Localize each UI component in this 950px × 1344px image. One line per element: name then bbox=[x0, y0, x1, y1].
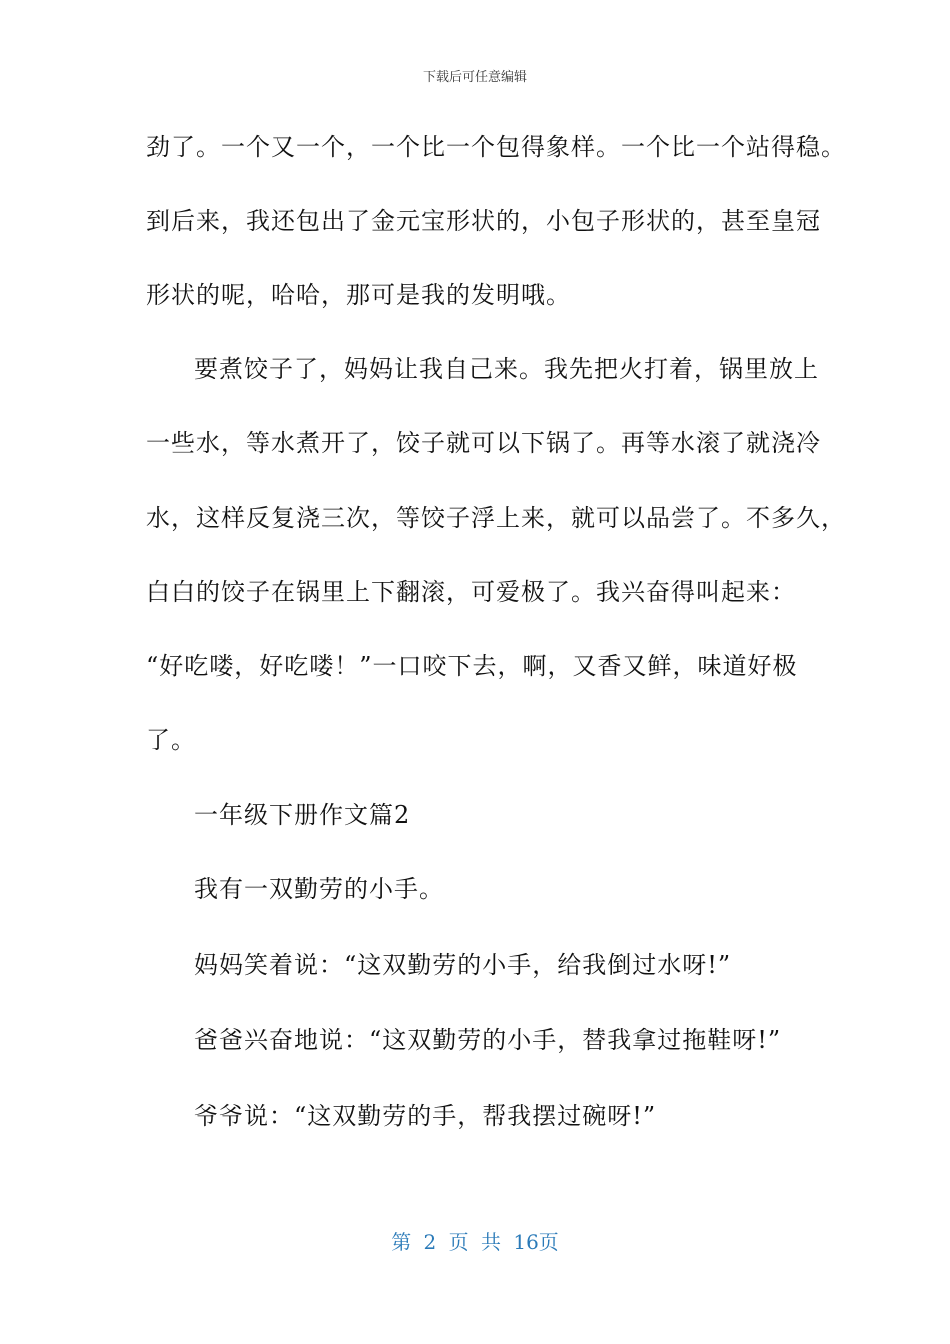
text-line: 了。 bbox=[146, 726, 196, 754]
text-line: 要煮饺子了，妈妈让我自己来。我先把火打着，锅里放上 bbox=[194, 355, 819, 383]
section-heading: 一年级下册作文篇2 bbox=[194, 801, 411, 829]
page-header: 下载后可任意编辑 bbox=[422, 70, 527, 85]
text-line: 水，这样反复浇三次，等饺子浮上来，就可以品尝了。不多久， bbox=[146, 504, 846, 532]
text-line: “好吃喽，好吃喽！”一口咬下去，啊，又香又鲜，味道好极 bbox=[146, 652, 798, 680]
text-line: 爷爷说：“这双勤劳的手，帮我摆过碗呀!” bbox=[194, 1102, 657, 1130]
text-line: 爸爸兴奋地说：“这双勤劳的小手，替我拿过拖鞋呀!” bbox=[194, 1026, 782, 1054]
text-line: 到后来，我还包出了金元宝形状的，小包子形状的，甚至皇冠 bbox=[146, 207, 821, 235]
text-line: 妈妈笑着说：“这双勤劳的小手，给我倒过水呀!” bbox=[194, 951, 732, 979]
text-line: 形状的呢，哈哈，那可是我的发明哦。 bbox=[146, 281, 571, 309]
page-number-footer: 第 2 页 共 16页 bbox=[391, 1230, 559, 1254]
text-line: 我有一双勤劳的小手。 bbox=[194, 875, 444, 903]
text-line: 劲了。一个又一个，一个比一个包得象样。一个比一个站得稳。 bbox=[146, 133, 846, 161]
text-line: 白白的饺子在锅里上下翻滚，可爱极了。我兴奋得叫起来： bbox=[146, 578, 796, 606]
text-line: 一些水，等水煮开了，饺子就可以下锅了。再等水滚了就浇冷 bbox=[146, 429, 821, 457]
